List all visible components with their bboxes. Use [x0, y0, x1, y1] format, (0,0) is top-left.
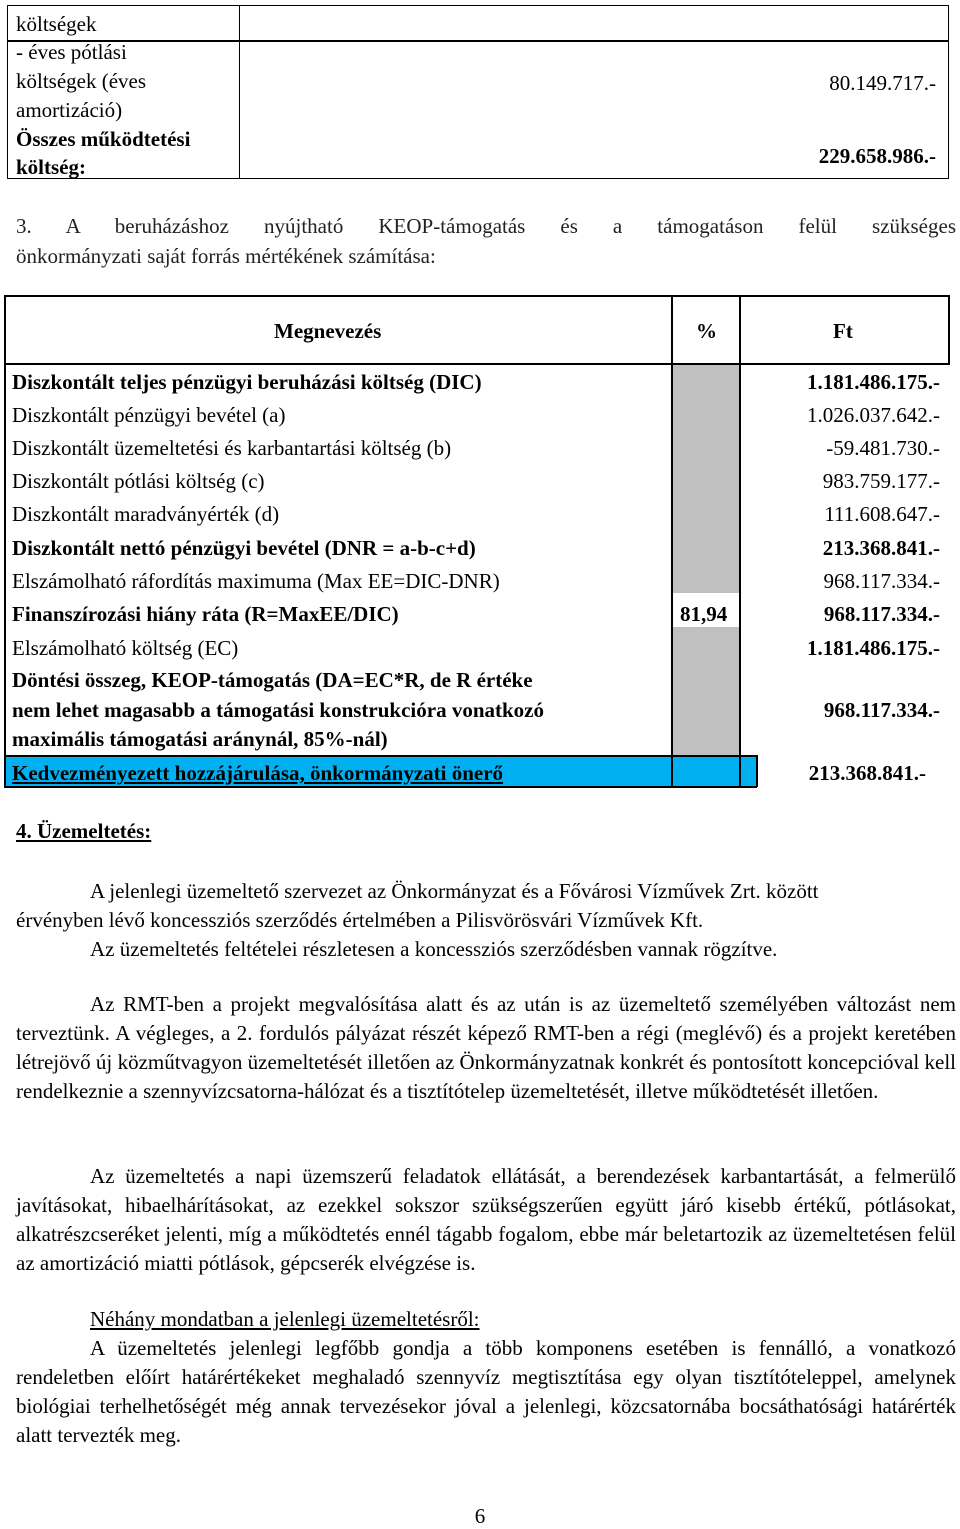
- table-row-label: Finanszírozási hiány ráta (R=MaxEE/DIC): [12, 602, 399, 626]
- section4-title: 4. Üzemeltetés:: [16, 819, 152, 843]
- top-cost-table: [7, 5, 949, 179]
- top-row1-label: költségek: [16, 12, 97, 36]
- pct-shaded-cells-lower: [673, 659, 739, 755]
- pct-column-right-border: [739, 295, 741, 787]
- top-row-divider-right: [240, 40, 948, 42]
- section4-paragraph4: [16, 1305, 956, 1450]
- section3-line1: 3. A beruházáshoz nyújtható KEOP-támogatás és a támogatáson felül szükséges: [16, 214, 956, 238]
- p1-line1: A jelenlegi üzemeltető szervezet az Önkormányzat és a Fővárosi Vízművek Zrt. között: [90, 879, 819, 903]
- top-table-label-column: [8, 6, 240, 178]
- table-right-border: [948, 295, 950, 363]
- header-name: Megnevezés: [274, 319, 382, 343]
- table-row-ft: 1.026.037.642.-: [807, 403, 940, 427]
- decision-ft: 968.117.334.-: [823, 698, 940, 722]
- table-row-label: Diszkontált üzemeltetési és karbantartási költség (b): [12, 436, 452, 460]
- decision-label-line2: nem lehet magasabb a támogatási konstrukcióra vonatkozó: [12, 698, 545, 722]
- top-row3-value: 229.658.986.-: [818, 144, 936, 168]
- top-row2-value: 80.149.717.-: [829, 71, 936, 95]
- table-row-label: Diszkontált pénzügyi bevétel (a): [12, 403, 286, 427]
- beneficiary-ft: 213.368.841.-: [808, 761, 926, 785]
- table-row-ft: 213.368.841.-: [822, 536, 940, 560]
- decision-label-line1: Döntési összeg, KEOP-támogatás (DA=EC*R, de R értéke: [12, 668, 533, 692]
- section4-paragraph2: Az RMT-ben a projekt megvalósítása alatt és az után is az üzemeltető személyében változást nem terveztünk. A végleges, a 2. fordulós pályázat részét képező RMT-ben a régi (meglévő) és a projekt keretében létrejövő új közműtvagyon üzemeltetését illetően az Önkormányzatnak konkrét és pontosított koncepcióval kell rendelkeznie a szennyvízcsatorna-hálózat és a tisztítótelep üzemeltetését, illetve működtetését illetően.: [16, 992, 956, 1103]
- top-table-value-column: [240, 6, 948, 178]
- table-bottom-border: [4, 786, 757, 788]
- table-row-ft: 111.608.647.-: [824, 502, 940, 526]
- table-row-label: Diszkontált teljes pénzügyi beruházási költség (DIC): [12, 370, 482, 394]
- section4-paragraph1: [16, 877, 956, 964]
- header-ft: Ft: [833, 319, 853, 343]
- table-left-border: [4, 295, 6, 787]
- top-row2-line3: amortizáció): [16, 98, 123, 122]
- section3-line2: önkormányzati saját forrás mértékének számítása:: [16, 244, 436, 268]
- table-row-label: Elszámolható költség (EC): [12, 636, 239, 660]
- table-row-ft: 968.117.334.-: [823, 602, 940, 626]
- table-row-ft: 1.181.486.175.-: [807, 636, 940, 660]
- table-top-border: [4, 295, 950, 297]
- p4-body: A üzemeltetés jelenlegi legfőbb gondja a több komponens esetében is fennálló, a vonatkozó rendeletben előírt határértékeket meghaladó szennyvíz megtisztítása egy olyan tisztítóteleppel, amelynek biológiai terhelhetőségét még annak tervezésekor jóval a jelenlegi, közcsatornába bocsáthatósági határérték alatt tervezték meg.: [16, 1336, 956, 1447]
- top-row2-line1: - éves pótlási: [16, 40, 127, 64]
- top-row3-line2: költség:: [16, 155, 86, 179]
- table-row-ft: 983.759.177.-: [822, 469, 940, 493]
- p1-line2: érvényben lévő koncessziós szerződés értelmében a Pilisvörösvári Vízművek Kft.: [16, 908, 704, 932]
- table-row-label: Diszkontált nettó pénzügyi bevétel (DNR = a-b-c+d): [12, 536, 476, 560]
- table-row-label: Elszámolható ráfordítás maximuma (Max EE=DIC-DNR): [12, 569, 500, 593]
- header-bottom-border: [4, 363, 950, 365]
- section4-paragraph3: Az üzemeltetés a napi üzemszerű feladatok ellátását, a berendezések karbantartását, a felmerülő javításokat, hibaelhárításokat, az ezekkel sokszor szükségszerűen együtt járó kisebb értékű, pótlásokat, alkatrészcseréket jelenti, míg a működtetés ennél tágabb fogalom, ebbe már beletartozik az üzemeltetésen felül az amortizáció miatti pótlások, gépcserék elvégzése is.: [16, 1164, 956, 1275]
- p4-heading: Néhány mondatban a jelenlegi üzemeltetésről:: [90, 1307, 480, 1331]
- section3-heading: [16, 211, 956, 271]
- beneficiary-label: Kedvezményezett hozzájárulása, önkormányzati önerő: [12, 761, 504, 785]
- table-row-ft: 1.181.486.175.-: [807, 370, 940, 394]
- decision-label-line3: maximális támogatási aránynál, 85%-nál): [12, 727, 388, 751]
- table-row-pct: 81,94: [680, 602, 728, 626]
- table-row-ft: 968.117.334.-: [823, 569, 940, 593]
- header-pct: %: [696, 319, 717, 343]
- table-row-label: Diszkontált maradványérték (d): [12, 502, 280, 526]
- pct-column-left-border: [671, 295, 673, 787]
- p1-line3: Az üzemeltetés feltételei részletesen a koncessziós szerződésben vannak rögzítve.: [90, 937, 778, 961]
- table-row-label: Diszkontált pótlási költség (c): [12, 469, 265, 493]
- table-row-ft: -59.481.730.-: [826, 436, 940, 460]
- cost-calculation-table: [4, 295, 950, 790]
- page-number: 6: [474, 1504, 486, 1528]
- top-row3-line1: Összes működtetési: [16, 127, 191, 151]
- top-row2-line2: költségek (éves: [16, 69, 147, 93]
- beneficiary-right-border: [756, 755, 758, 787]
- beneficiary-top-border: [4, 755, 757, 757]
